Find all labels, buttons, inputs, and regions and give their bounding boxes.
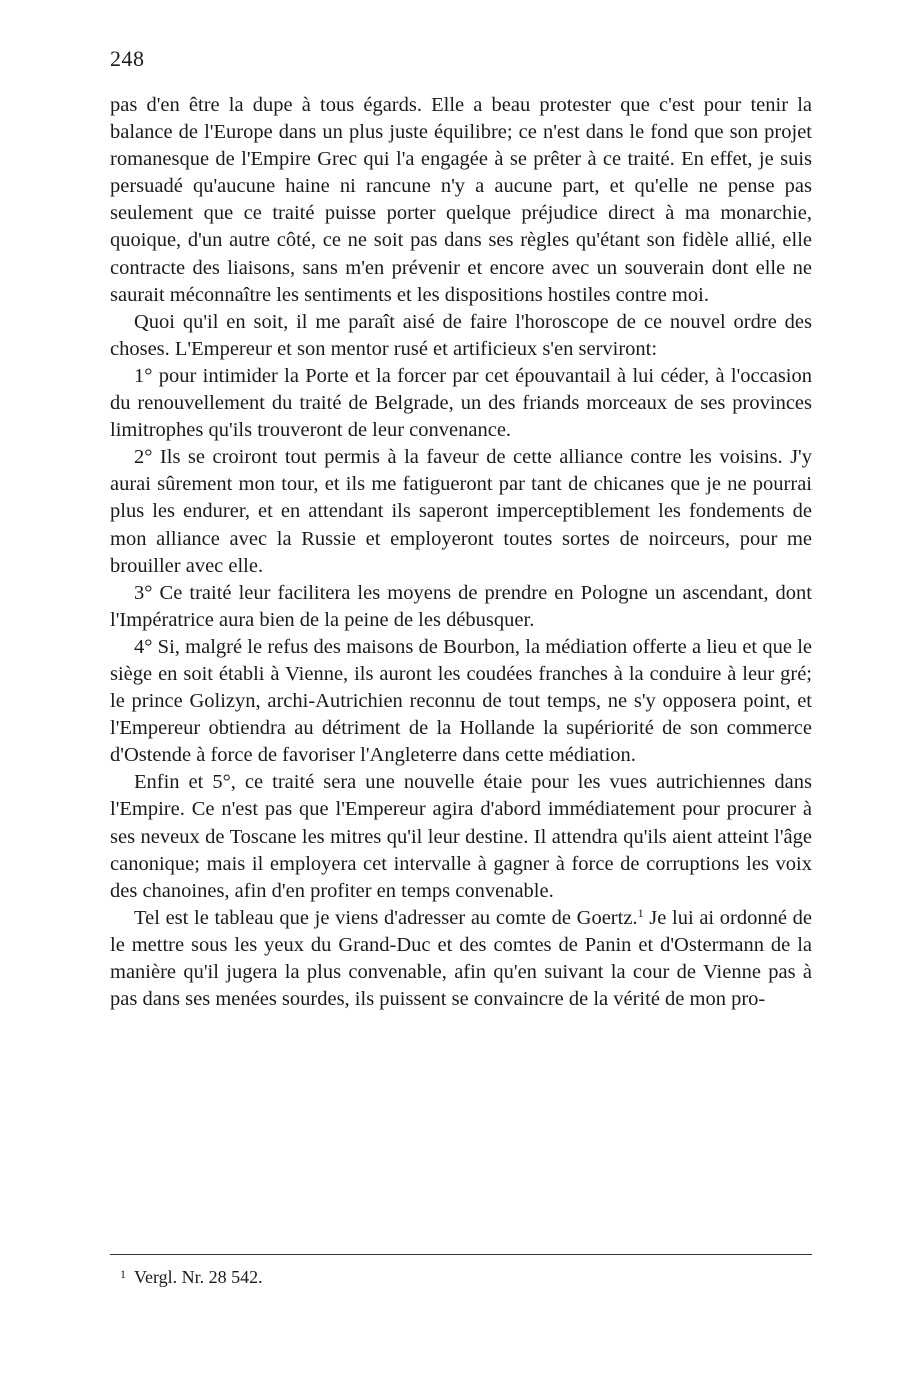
footnote-text: Vergl. Nr. 28 542. bbox=[134, 1267, 263, 1287]
footnote-mark: 1 bbox=[120, 1267, 126, 1281]
paragraph-text: Tel est le tableau que je viens d'adresser au comte de Goertz. bbox=[134, 906, 638, 929]
paragraph: 3° Ce traité leur facilitera les moyens de prendre en Pologne un ascendant, dont l'Impératrice aura bien de la peine de les débusquer. bbox=[110, 581, 812, 631]
page-number: 248 bbox=[110, 46, 145, 71]
paragraph: 4° Si, malgré le refus des maisons de Bourbon, la médiation offerte a lieu et que le siège en soit établi à Vienne, ils auront les coudées franches à la conduire à leur gré; le prince Golizyn, archi-Autrichien reconnu de tout temps, ne s'y opposera point, et l'Empereur obtiendra au détriment de la Hollande la supériorité de son commerce d'Ostende à force de favoriser l'Angleterre dans cette médiation. bbox=[110, 635, 812, 767]
paragraph: 1° pour intimider la Porte et la forcer par cet épouvantail à lui céder, à l'occasion du renouvellement du traité de Belgrade, un des friands morceaux de ses provinces limitrophes qu'ils trouveront de leur convenance. bbox=[110, 364, 812, 442]
paragraph: pas d'en être la dupe à tous égards. Elle a beau protester que c'est pour tenir la balance de l'Europe dans un plus juste équilibre; ce n'est dans le fond que son projet romanesque de l'Empire Grec qui l'a engagée à se prêter à ce traité. En effet, je suis persuadé qu'aucune haine ni rancune n'y a aucune part, et qu'elle ne pense pas seulement que ce traité puisse porter quelque préjudice direct à ma monarchie, quoique, d'un autre côté, ce ne soit pas dans ses règles qu'étant son fidèle allié, elle contracte des liaisons, sans m'en prévenir et encore avec un souverain dont elle ne saurait méconnaître les sentiments et les dispositions hostiles contre moi. bbox=[110, 94, 812, 306]
paragraph: Quoi qu'il en soit, il me paraît aisé de faire l'horoscope de ce nouvel ordre des choses. L'Empereur et son mentor rusé et artificieux s'en serviront: bbox=[110, 310, 812, 360]
paragraph bbox=[110, 905, 812, 1013]
paragraph-text: Je lui ai ordonné de le mettre sous les yeux du Grand-Duc et des comtes de Panin et d'Ostermann de la manière qu'il jugera la plus convenable, afin qu'en suivant la cour de Vienne pas à pas dans ses menées sourdes, ils puissent se convaincre de la vérité de mon pro- bbox=[110, 906, 812, 1011]
footnote-reference: 1 bbox=[637, 905, 644, 920]
paragraph: Enfin et 5°, ce traité sera une nouvelle étaie pour les vues autrichiennes dans l'Empire. Ce n'est pas que l'Empereur agira d'abord immédiatement pour procurer à ses neveux de Toscane les mitres qu'il leur destine. Il attendra qu'ils aient atteint l'âge canonique; mais il employera cet intervalle à gagner à force de corruptions les voix des chanoines, afin d'en profiter en temps convenable. bbox=[110, 771, 812, 902]
body-text bbox=[110, 92, 812, 1013]
paragraph: 2° Ils se croiront tout permis à la faveur de cette alliance contre les voisins. J'y aurai sûrement mon tour, et ils me fatigueront par tant de chicanes que je ne pourrai plus les endurer, et en attendant ils saperont imperceptiblement les fondements de mon alliance avec la Russie et employeront toutes sortes de noirceurs, pour me brouiller avec elle. bbox=[110, 446, 812, 577]
footnote-divider bbox=[110, 1254, 812, 1255]
footnote bbox=[120, 1262, 263, 1289]
